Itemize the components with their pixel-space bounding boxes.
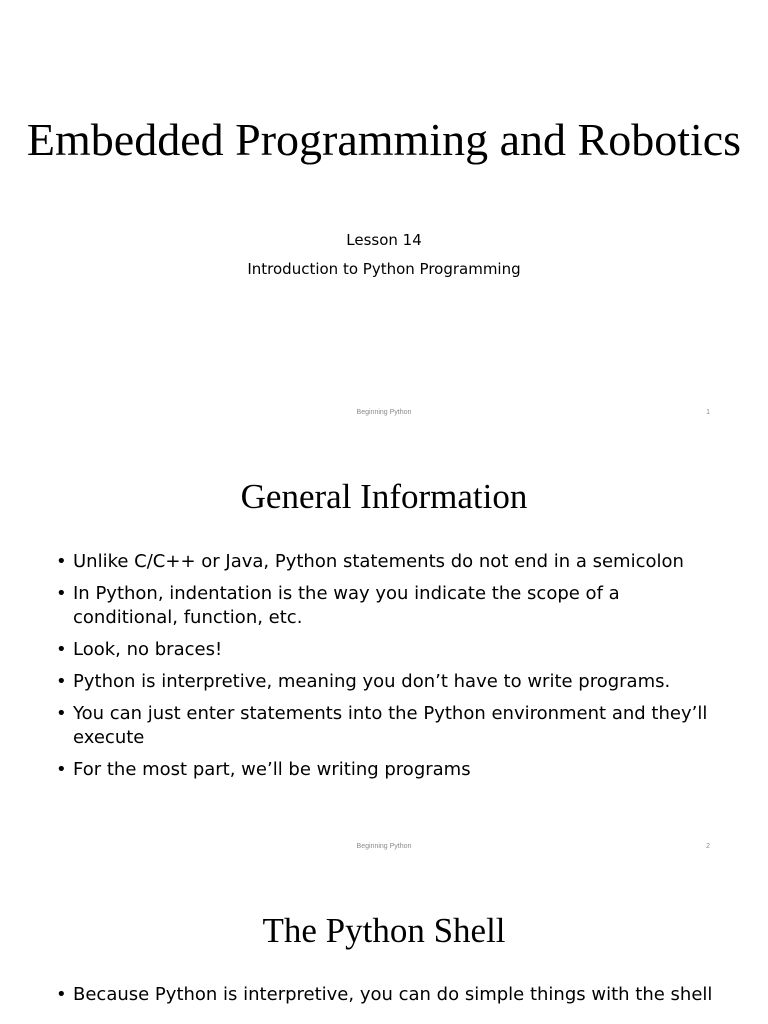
bullet-text: Python is interpretive, meaning you don’t have to write programs. [73, 671, 671, 692]
bullet-text: Look, no braces! [73, 639, 223, 660]
bullet-item [56, 758, 716, 782]
bullet-item [56, 702, 716, 750]
slide-3 [0, 868, 768, 1024]
lesson-number: Lesson 14 [346, 231, 422, 249]
slide-2 [0, 434, 768, 868]
bullet-marker: • [56, 984, 67, 1005]
lesson-subtitle: Introduction to Python Programming [247, 260, 521, 278]
bullet-text: For the most part, we’ll be writing programs [73, 759, 471, 780]
bullet-text: In Python, indentation is the way you indicate the scope of a conditional, function, etc. [73, 583, 620, 628]
slide-title: General Information [240, 477, 528, 516]
bullet-text: You can just enter statements into the Python environment and they’ll execute [73, 703, 708, 748]
slide-footer: Beginning Python [356, 409, 412, 416]
bullet-list [56, 550, 716, 790]
slide-title: Embedded Programming and Robotics [26, 114, 742, 165]
bullet-text: Unlike C/C++ or Java, Python statements do not end in a semicolon [73, 551, 684, 572]
bullet-marker: • [56, 639, 67, 660]
bullet-marker: • [56, 671, 67, 692]
bullet-list [56, 983, 716, 1015]
slide-number: 2 [706, 843, 710, 850]
bullet-item [56, 638, 716, 662]
bullet-item [56, 670, 716, 694]
bullet-text: Because Python is interpretive, you can do simple things with the shell [73, 984, 713, 1005]
bullet-marker: • [56, 583, 67, 604]
bullet-marker: • [56, 703, 67, 724]
bullet-marker: • [56, 759, 67, 780]
bullet-marker: • [56, 551, 67, 572]
slide-number: 1 [706, 409, 710, 416]
bullet-item [56, 550, 716, 574]
bullet-item [56, 983, 716, 1007]
slide-1 [0, 0, 768, 434]
slide-title: The Python Shell [262, 911, 506, 950]
bullet-item [56, 582, 716, 630]
slide-footer: Beginning Python [356, 843, 412, 850]
